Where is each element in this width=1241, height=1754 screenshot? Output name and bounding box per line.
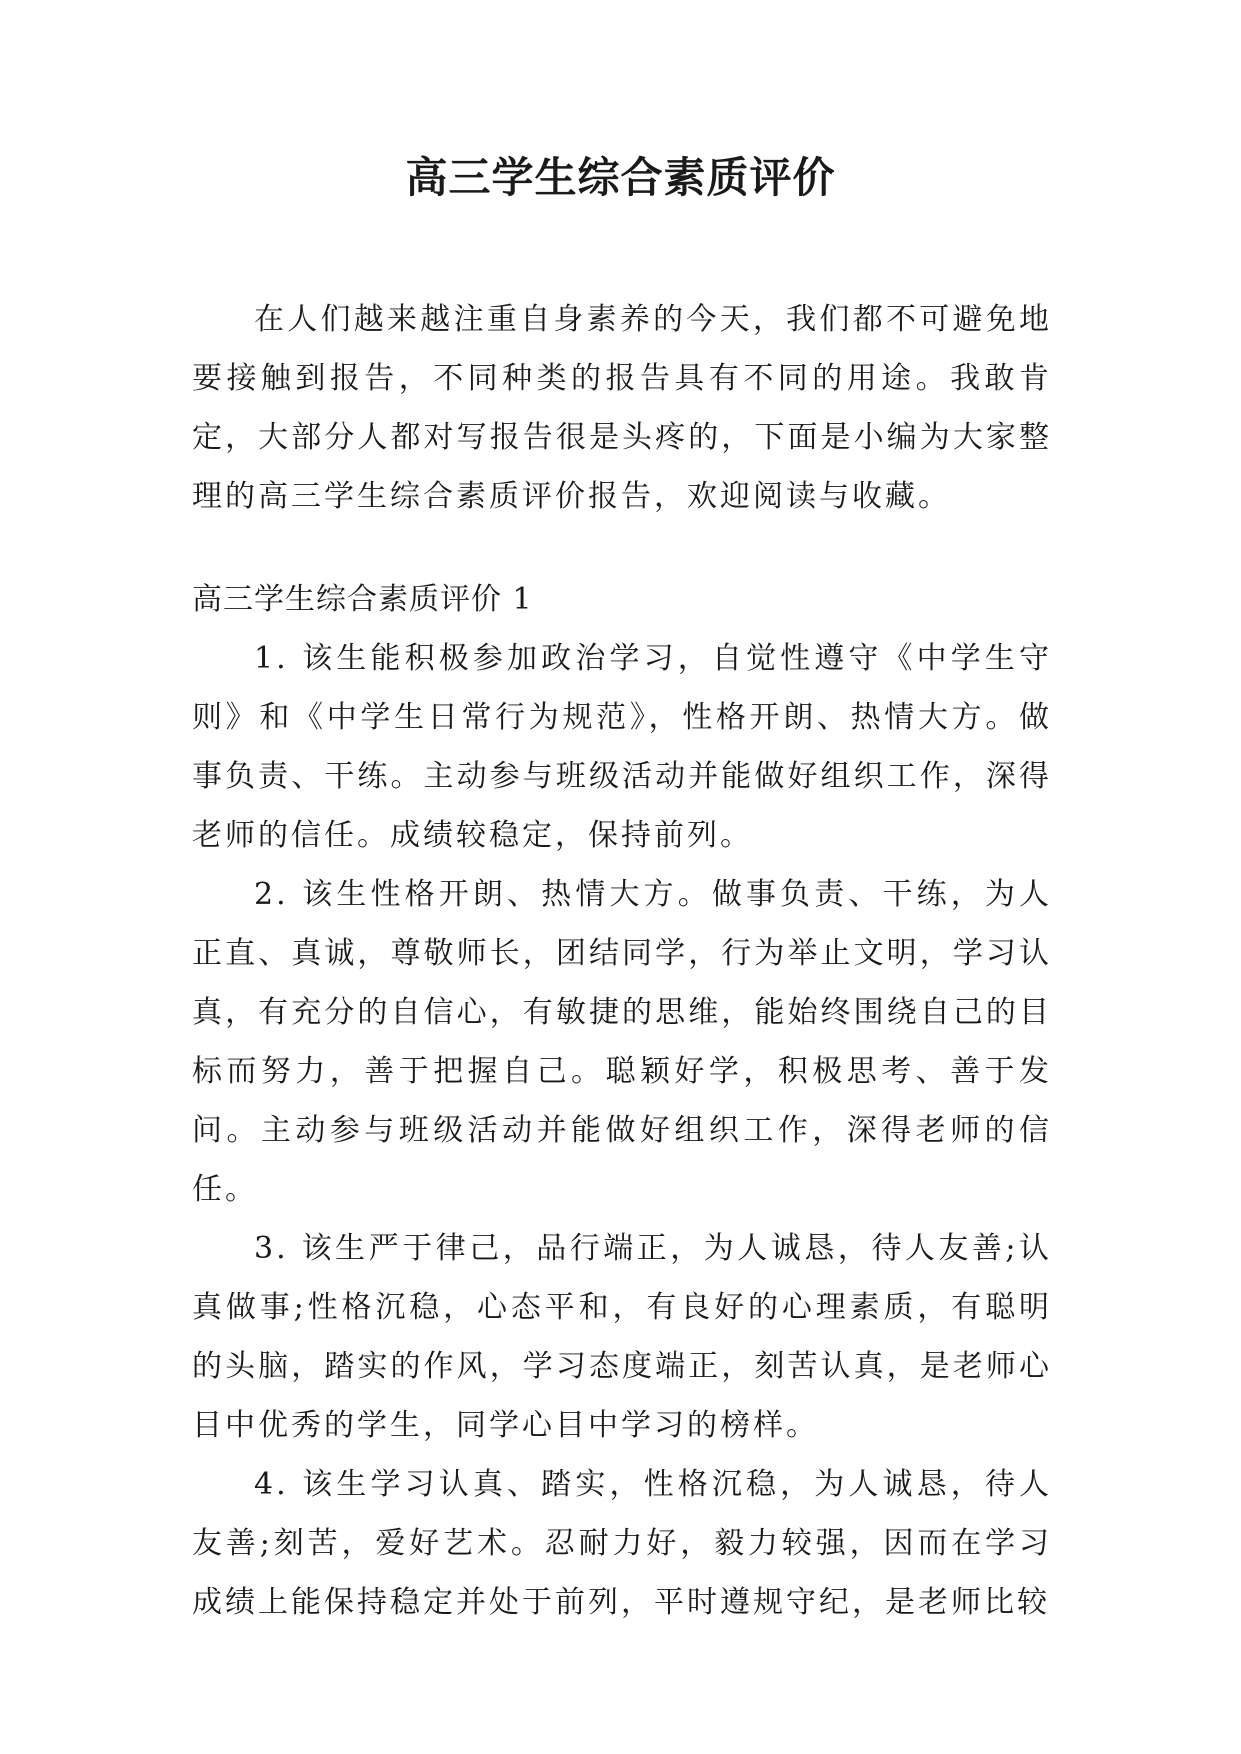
- evaluation-item-2: 2. 该生性格开朗、热情大方。做事负责、干练，为人正直、真诚，尊敬师长，团结同学，行为举止文明，学习认真，有充分的自信心，有敏捷的思维，能始终围绕自己的目标而努力，善于把握自己。聪颖好学，积极思考、善于发问。主动参与班级活动并能做好组织工作，深得老师的信任。: [192, 877, 1052, 1207]
- evaluation-item-4: 4. 该生学习认真、踏实，性格沉稳，为人诚恳，待人友善;刻苦，爱好艺术。忍耐力好，毅力较强，因而在学习成绩上能保持稳定并处于前列，平时遵规守纪，是老师比较: [192, 1467, 1052, 1620]
- evaluation-item-3: 3. 该生严于律己，品行端正，为人诚恳，待人友善;认真做事;性格沉稳，心态平和，有良好的心理素质，有聪明的头脑，踏实的作风，学习态度端正，刻苦认真，是老师心目中优秀的学生，同学心目中学习的榜样。: [192, 1231, 1052, 1443]
- document-body: [192, 290, 1052, 1632]
- evaluation-item-1: 1. 该生能积极参加政治学习，自觉性遵守《中学生守则》和《中学生日常行为规范》，性格开朗、热情大方。做事负责、干练。主动参与班级活动并能做好组织工作，深得老师的信任。成绩较稳定，保持前列。: [192, 641, 1052, 853]
- intro-paragraph: 在人们越来越注重自身素养的今天，我们都不可避免地要接触到报告，不同种类的报告具有不同的用途。我敢肯定，大部分人都对写报告很是头疼的，下面是小编为大家整理的高三学生综合素质评价报告，欢迎阅读与收藏。: [192, 302, 1052, 514]
- document-title: 高三学生综合素质评价: [405, 153, 836, 202]
- section-heading: 高三学生综合素质评价 1: [192, 582, 533, 617]
